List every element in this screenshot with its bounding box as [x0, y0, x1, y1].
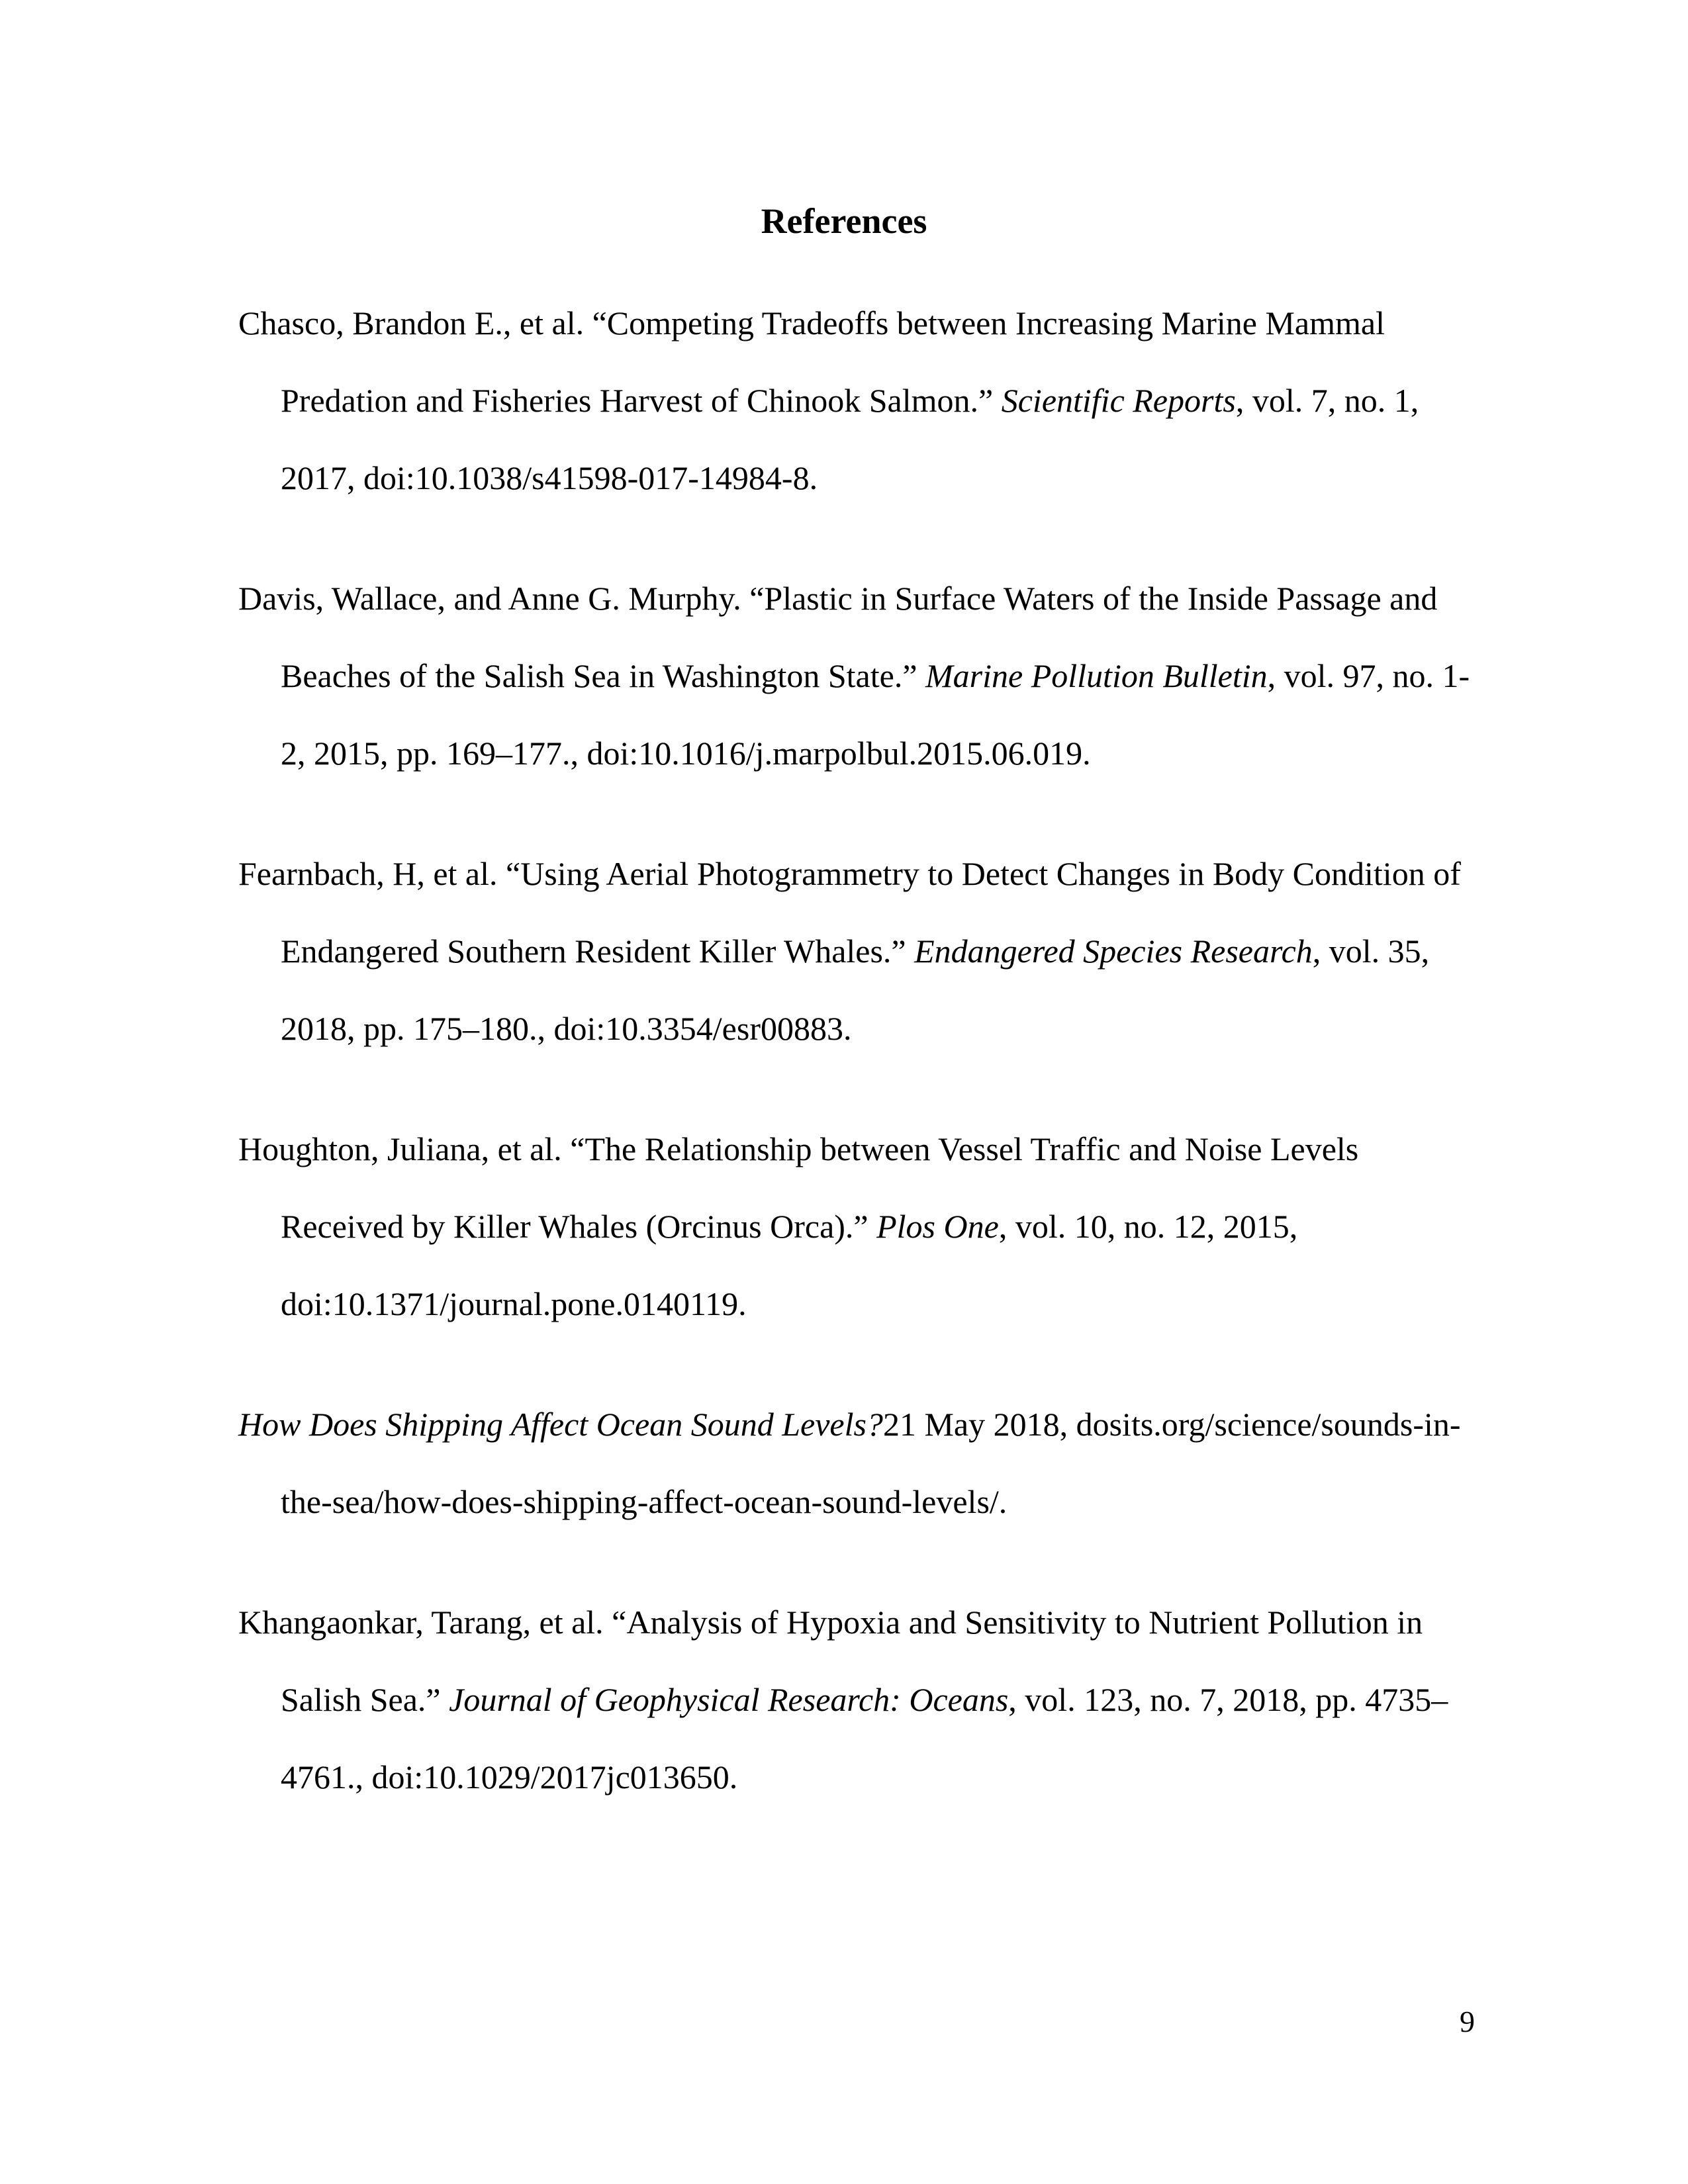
reference-details: , vol. 10, no. 12, 2015, doi:10.1371/journal.pone.0140119.: [281, 1208, 1298, 1322]
reference-text: Fearnbach, H, et al. “Using Aerial Photogrammetry to Detect Changes in Body Condition of Endangered Southern Resident Killer Whales.”: [238, 855, 1461, 970]
reference-entry-chasco: [238, 285, 1476, 517]
page-title: References: [761, 201, 927, 241]
reference-journal: Endangered Species Research: [914, 933, 1313, 970]
reference-details: , vol. 123, no. 7, 2018, pp. 4735–4761., doi:10.1029/2017jc013650.: [281, 1681, 1448, 1796]
reference-journal: Journal of Geophysical Research: Oceans: [449, 1681, 1009, 1718]
reference-details: , vol. 7, no. 1, 2017, doi:10.1038/s41598-017-14984-8.: [281, 382, 1419, 496]
reference-details: 21 May 2018, dosits.org/science/sounds-in-the-sea/how-does-shipping-affect-ocean-sound-levels/.: [281, 1406, 1461, 1520]
reference-entry-davis: [238, 560, 1476, 792]
reference-journal: Marine Pollution Bulletin: [925, 657, 1268, 694]
reference-list: [238, 285, 1476, 1816]
reference-entry-khangaonkar: [238, 1584, 1476, 1816]
reference-text: Chasco, Brandon E., et al. “Competing Tradeoffs between Increasing Marine Mammal Predation and Fisheries Harvest of Chinook Salmon.”: [238, 304, 1385, 419]
reference-title: How Does Shipping Affect Ocean Sound Levels?: [238, 1406, 883, 1443]
page-number: 9: [1460, 2005, 1475, 2038]
reference-journal: Plos One: [876, 1208, 999, 1245]
reference-text: Khangaonkar, Tarang, et al. “Analysis of Hypoxia and Sensitivity to Nutrient Pollution in Salish Sea.”: [238, 1604, 1423, 1718]
reference-text: Davis, Wallace, and Anne G. Murphy. “Plastic in Surface Waters of the Inside Passage and Beaches of the Salish Sea in Washington State.”: [238, 580, 1438, 694]
reference-details: , vol. 97, no. 1-2, 2015, pp. 169–177., doi:10.1016/j.marpolbul.2015.06.019.: [281, 657, 1470, 772]
reference-entry-dosits: [238, 1386, 1476, 1541]
reference-text: Houghton, Juliana, et al. “The Relationship between Vessel Traffic and Noise Levels Received by Killer Whales (Orcinus Orca).”: [238, 1130, 1359, 1245]
reference-entry-fearnbach: [238, 835, 1476, 1068]
reference-journal: Scientific Reports: [1001, 382, 1236, 419]
reference-entry-houghton: [238, 1111, 1476, 1343]
reference-details: , vol. 35, 2018, pp. 175–180., doi:10.3354/esr00883.: [281, 933, 1430, 1047]
